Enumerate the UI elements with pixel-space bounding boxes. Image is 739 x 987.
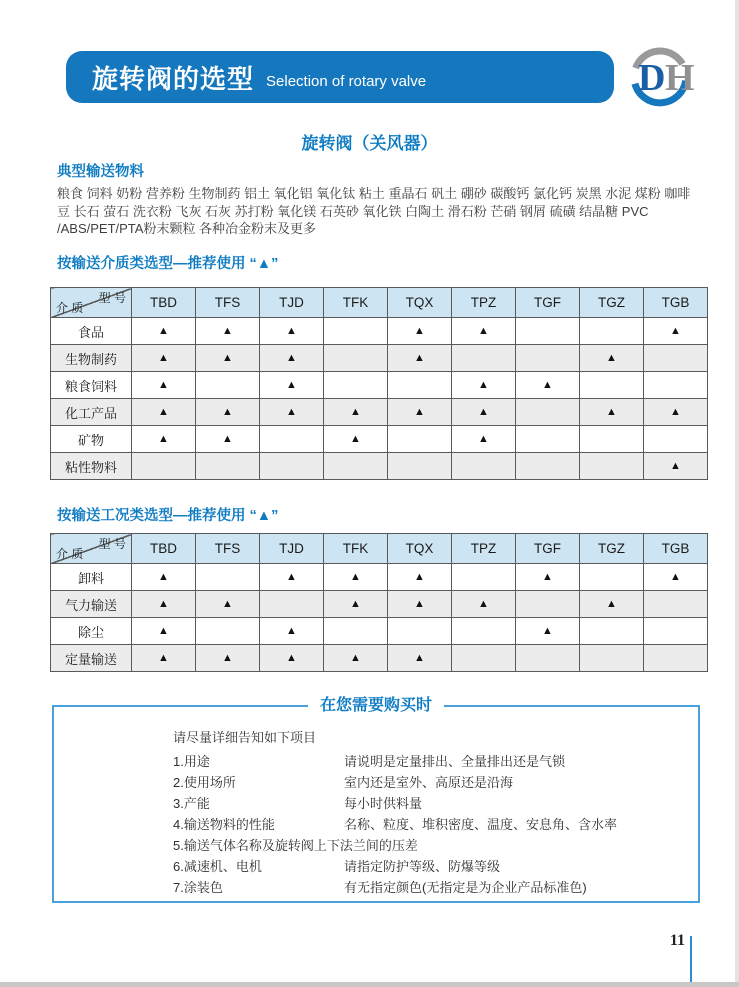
empty-cell	[452, 453, 516, 480]
empty-cell	[388, 426, 452, 453]
logo-letter-h: H	[665, 57, 695, 99]
empty-cell	[516, 345, 580, 372]
empty-cell	[516, 399, 580, 426]
triangle-mark-cell: ▲	[516, 618, 580, 645]
triangle-mark-cell: ▲	[196, 591, 260, 618]
empty-cell	[260, 453, 324, 480]
triangle-mark-cell: ▲	[260, 372, 324, 399]
triangle-mark-cell: ▲	[388, 645, 452, 672]
purchase-item-desc: 每小时供料量	[344, 796, 423, 811]
triangle-mark-cell: ▲	[132, 399, 196, 426]
purchase-item	[173, 772, 698, 793]
empty-cell	[580, 372, 644, 399]
triangle-mark-cell: ▲	[260, 564, 324, 591]
triangle-mark-cell: ▲	[644, 453, 708, 480]
materials-heading: 典型输送物料	[57, 164, 144, 180]
purchase-box-content	[173, 727, 698, 898]
empty-cell	[644, 618, 708, 645]
row-label: 生物制药	[51, 345, 132, 372]
purchase-item	[173, 793, 698, 814]
triangle-mark-cell: ▲	[452, 399, 516, 426]
empty-cell	[452, 645, 516, 672]
triangle-mark-cell: ▲	[132, 426, 196, 453]
page-subtitle: 旋转阀（关风器）	[301, 134, 438, 153]
empty-cell	[644, 591, 708, 618]
media-table-heading: 按输送介质类选型—推荐使用 “▲”	[57, 256, 279, 272]
empty-cell	[324, 618, 388, 645]
triangle-mark-cell: ▲	[452, 426, 516, 453]
table-row	[51, 564, 708, 591]
purchase-item-desc: 请说明是定量排出、全量排出还是气锁	[344, 754, 566, 769]
row-label: 除尘	[51, 618, 132, 645]
empty-cell	[516, 453, 580, 480]
empty-cell	[516, 591, 580, 618]
empty-cell	[644, 345, 708, 372]
corner-label-medium: 介 质	[56, 301, 84, 315]
triangle-mark-cell: ▲	[260, 399, 324, 426]
page-number-rule	[690, 936, 692, 982]
empty-cell	[196, 564, 260, 591]
empty-cell	[260, 591, 324, 618]
corner-label-model: 型 号	[98, 291, 126, 305]
triangle-mark-cell: ▲	[644, 399, 708, 426]
empty-cell	[516, 318, 580, 345]
purchase-item	[173, 877, 698, 898]
empty-cell	[580, 318, 644, 345]
row-label: 卸料	[51, 564, 132, 591]
purchase-item-desc: 名称、粒度、堆积密度、温度、安息角、含水率	[344, 817, 618, 832]
row-label: 粘性物料	[51, 453, 132, 480]
empty-cell	[388, 372, 452, 399]
triangle-mark-cell: ▲	[132, 318, 196, 345]
triangle-mark-cell: ▲	[324, 426, 388, 453]
triangle-mark-cell: ▲	[516, 372, 580, 399]
purchase-box	[52, 697, 700, 903]
triangle-mark-cell: ▲	[388, 345, 452, 372]
column-header-tgb: TGB	[644, 534, 708, 564]
purchase-item-desc: 有无指定颜色(无指定是为企业产品标准色)	[344, 880, 587, 895]
purchase-item-label: 6.减速机、电机	[173, 859, 262, 874]
table-corner-cell	[51, 288, 132, 318]
empty-cell	[132, 453, 196, 480]
empty-cell	[196, 618, 260, 645]
triangle-mark-cell: ▲	[388, 318, 452, 345]
column-header-tgz: TGZ	[580, 534, 644, 564]
dh-logo-icon	[624, 44, 702, 110]
empty-cell	[388, 618, 452, 645]
triangle-mark-cell: ▲	[196, 645, 260, 672]
triangle-mark-cell: ▲	[132, 591, 196, 618]
purchase-item-label: 5.输送气体名称及旋转阀上下法兰间的压差	[173, 838, 418, 853]
triangle-mark-cell: ▲	[580, 399, 644, 426]
triangle-mark-cell: ▲	[388, 399, 452, 426]
column-header-tfk: TFK	[324, 288, 388, 318]
purchase-items	[173, 751, 698, 898]
triangle-mark-cell: ▲	[196, 426, 260, 453]
triangle-mark-cell: ▲	[132, 372, 196, 399]
purchase-item	[173, 856, 698, 877]
empty-cell	[580, 426, 644, 453]
empty-cell	[452, 618, 516, 645]
triangle-mark-cell: ▲	[452, 372, 516, 399]
row-label: 食品	[51, 318, 132, 345]
empty-cell	[324, 453, 388, 480]
empty-cell	[452, 564, 516, 591]
column-header-tpz: TPZ	[452, 534, 516, 564]
triangle-mark-cell: ▲	[260, 345, 324, 372]
empty-cell	[324, 318, 388, 345]
table-row	[51, 618, 708, 645]
triangle-mark-cell: ▲	[324, 399, 388, 426]
column-header-tjd: TJD	[260, 288, 324, 318]
column-header-tbd: TBD	[132, 534, 196, 564]
column-header-tfs: TFS	[196, 534, 260, 564]
triangle-mark-cell: ▲	[644, 564, 708, 591]
triangle-mark-cell: ▲	[196, 318, 260, 345]
condition-selection-table	[50, 533, 708, 672]
column-header-tpz: TPZ	[452, 288, 516, 318]
purchase-box-title: 在您需要购买时	[308, 696, 444, 716]
purchase-item	[173, 835, 698, 856]
purchase-item	[173, 751, 698, 772]
table-row	[51, 645, 708, 672]
table-corner-cell	[51, 534, 132, 564]
purchase-item-label: 3.产能	[173, 796, 210, 811]
column-header-tgf: TGF	[516, 288, 580, 318]
table-row	[51, 453, 708, 480]
empty-cell	[644, 372, 708, 399]
row-label: 定量输送	[51, 645, 132, 672]
purchase-item	[173, 814, 698, 835]
row-label: 粮食饲料	[51, 372, 132, 399]
row-label: 气力输送	[51, 591, 132, 618]
materials-body: 粮食 饲料 奶粉 营养粉 生物制药 铝土 氧化铝 氧化钛 粘土 重晶石 矾土 硼砂 碳酸钙 氯化钙 炭黑 水泥 煤粉 咖啡豆 长石 萤石 洗衣粉 飞灰 石灰 苏打粉 氧化镁 石英砂 氧化铁 白陶土 滑石粉 芒硝 钢屑 硫磺 结晶糖 PVC /ABS/PET/PTA粉末颗粒 各种冶金粉末及更多	[57, 186, 691, 236]
triangle-mark-cell: ▲	[260, 618, 324, 645]
purchase-item-desc: 请指定防护等级、防爆等级	[344, 859, 501, 874]
triangle-mark-cell: ▲	[260, 318, 324, 345]
row-label: 矿物	[51, 426, 132, 453]
triangle-mark-cell: ▲	[324, 564, 388, 591]
table-row	[51, 399, 708, 426]
table-row	[51, 372, 708, 399]
empty-cell	[516, 426, 580, 453]
page-banner	[66, 51, 614, 103]
logo-letter-d: D	[638, 57, 666, 99]
triangle-mark-cell: ▲	[196, 345, 260, 372]
condition-table-heading: 按输送工况类选型—推荐使用 “▲”	[57, 508, 279, 524]
column-header-tfs: TFS	[196, 288, 260, 318]
empty-cell	[580, 645, 644, 672]
page-number: 11	[669, 932, 685, 949]
triangle-mark-cell: ▲	[324, 591, 388, 618]
column-header-tqx: TQX	[388, 534, 452, 564]
table-row	[51, 426, 708, 453]
empty-cell	[324, 345, 388, 372]
triangle-mark-cell: ▲	[132, 645, 196, 672]
triangle-mark-cell: ▲	[644, 318, 708, 345]
column-header-tgz: TGZ	[580, 288, 644, 318]
dh-logo	[624, 44, 702, 110]
materials-section	[57, 160, 703, 238]
corner-label-model: 型 号	[98, 537, 126, 551]
column-header-tjd: TJD	[260, 534, 324, 564]
triangle-mark-cell: ▲	[580, 591, 644, 618]
empty-cell	[644, 426, 708, 453]
triangle-mark-cell: ▲	[132, 345, 196, 372]
column-header-tgb: TGB	[644, 288, 708, 318]
page-edge-bottom	[0, 982, 739, 987]
purchase-item-label: 1.用途	[173, 754, 210, 769]
purchase-item-label: 2.使用场所	[173, 775, 236, 790]
triangle-mark-cell: ▲	[516, 564, 580, 591]
empty-cell	[196, 372, 260, 399]
empty-cell	[260, 426, 324, 453]
media-selection-table	[50, 287, 708, 480]
triangle-mark-cell: ▲	[196, 399, 260, 426]
column-header-tgf: TGF	[516, 534, 580, 564]
corner-label-medium: 介 质	[56, 547, 84, 561]
empty-cell	[516, 645, 580, 672]
purchase-item-label: 7.涂装色	[173, 880, 223, 895]
triangle-mark-cell: ▲	[388, 591, 452, 618]
column-header-tfk: TFK	[324, 534, 388, 564]
row-label: 化工产品	[51, 399, 132, 426]
empty-cell	[388, 453, 452, 480]
table-row	[51, 345, 708, 372]
empty-cell	[452, 345, 516, 372]
table-row	[51, 318, 708, 345]
purchase-item-label: 4.输送物料的性能	[173, 817, 275, 832]
triangle-mark-cell: ▲	[324, 645, 388, 672]
empty-cell	[196, 453, 260, 480]
triangle-mark-cell: ▲	[580, 345, 644, 372]
column-header-tbd: TBD	[132, 288, 196, 318]
triangle-mark-cell: ▲	[132, 618, 196, 645]
triangle-mark-cell: ▲	[132, 564, 196, 591]
empty-cell	[580, 453, 644, 480]
triangle-mark-cell: ▲	[260, 645, 324, 672]
triangle-mark-cell: ▲	[452, 591, 516, 618]
empty-cell	[644, 645, 708, 672]
purchase-intro: 请尽量详细告知如下项目	[173, 730, 317, 745]
triangle-mark-cell: ▲	[452, 318, 516, 345]
empty-cell	[324, 372, 388, 399]
banner-title-en: Selection of rotary valve	[266, 72, 427, 90]
empty-cell	[580, 564, 644, 591]
table-row	[51, 591, 708, 618]
purchase-item-desc: 室内还是室外、高原还是沿海	[344, 775, 514, 790]
triangle-mark-cell: ▲	[388, 564, 452, 591]
empty-cell	[580, 618, 644, 645]
banner-title-zh: 旋转阀的选型	[92, 63, 255, 94]
column-header-tqx: TQX	[388, 288, 452, 318]
